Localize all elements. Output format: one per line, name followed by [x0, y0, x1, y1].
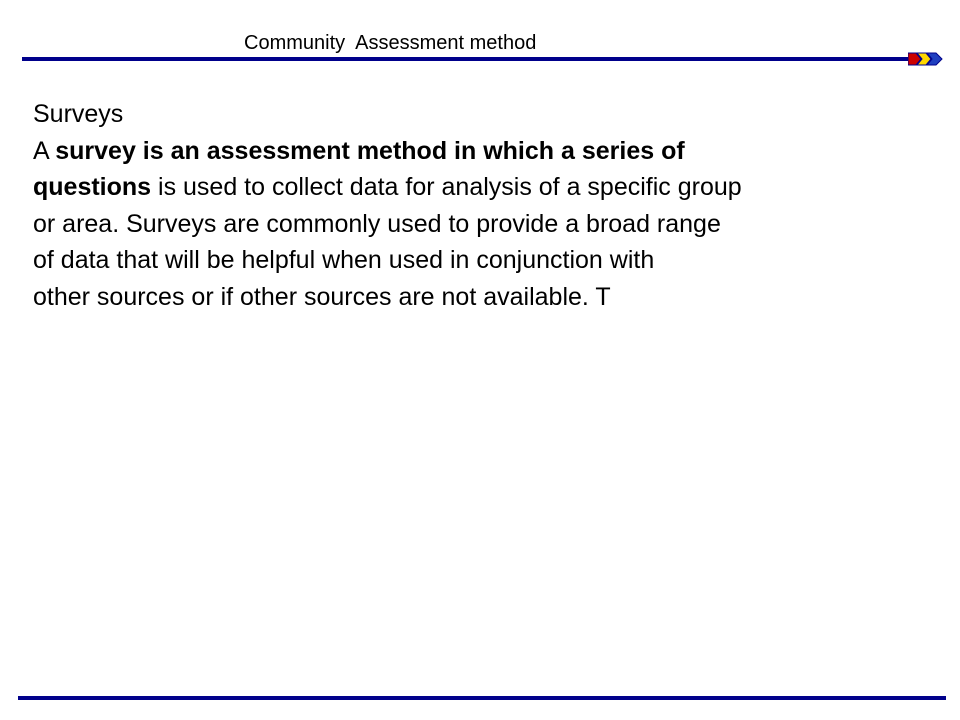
body-line-3: or area. Surveys are commonly used to provide a broad range [33, 209, 721, 238]
body-line-2 [33, 169, 953, 206]
body-line-5: other sources or if other sources are not available. T [33, 282, 611, 311]
body-line-1-prefix: A [33, 136, 56, 165]
triple-chevron-arrows-icon [908, 52, 944, 66]
body-line-4: of data that will be helpful when used in conjunction with [33, 246, 655, 274]
bottom-divider [18, 696, 946, 700]
body-line-2-bold: questions [33, 173, 152, 201]
body-text [33, 96, 953, 315]
slide-header [0, 0, 960, 70]
body-line-2-rest: is used to collect data for analysis of a specific group [151, 173, 742, 201]
body-line-1 [33, 133, 953, 170]
section-heading: Surveys [33, 100, 124, 128]
slide-title: Community Assessment method [244, 32, 537, 54]
body-line-1-bold: survey is an assessment method in which a series of [55, 136, 685, 165]
top-divider [22, 57, 920, 61]
